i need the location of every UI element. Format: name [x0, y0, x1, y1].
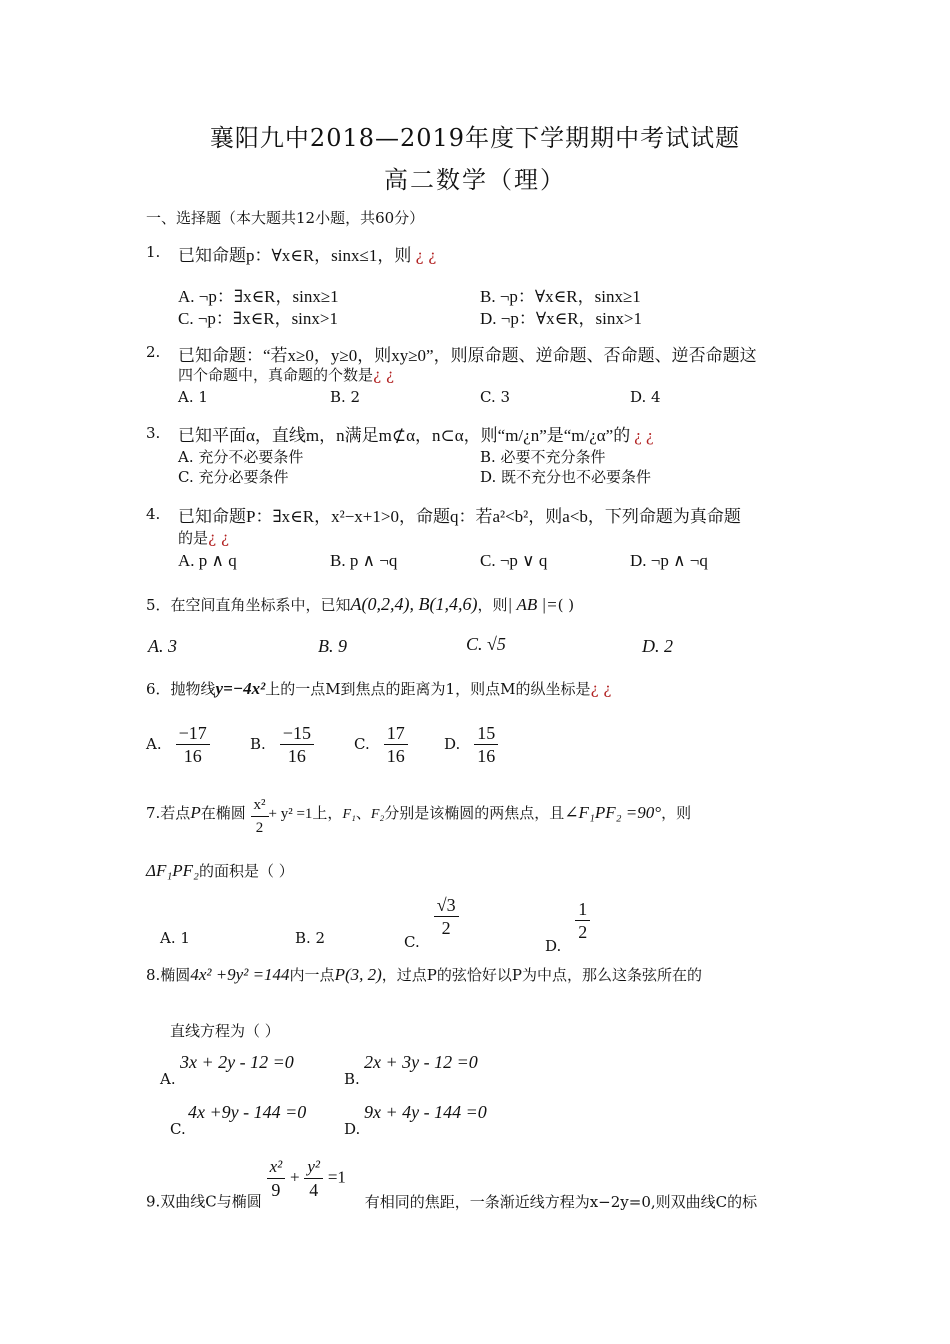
q3-number: 3.	[146, 424, 161, 442]
q8-option-d: 9x + 4y - 144 =0	[364, 1102, 487, 1122]
q8-option-a-label: A.	[160, 1070, 176, 1088]
q7-stem-line2: ΔF₁PF₂的面积是（ ）	[146, 861, 294, 880]
q8-stem: 8.椭圆4x² +9y² =144内一点P(3, 2)，过点P的弦恰好以P为中点，那么这条弦所在的	[146, 965, 702, 984]
q5-option-d: D. 2	[642, 636, 673, 656]
q1-option-b: B. ¬p：∀x∈R，sinx≥1	[480, 287, 641, 306]
q8-option-a: 3x + 2y - 12 =0	[180, 1052, 294, 1072]
q3-option-d: D. 既不充分也不必要条件	[480, 468, 652, 486]
q2-option-d: D. 4	[630, 388, 661, 406]
q4-option-a: A. p ∧ q	[178, 551, 237, 570]
page-title: 襄阳九中2018—2019年度下学期期中考试试题	[209, 124, 741, 152]
q3-option-b: B. 必要不充分条件	[480, 448, 606, 466]
q8-option-c-label: C.	[170, 1120, 186, 1138]
q6-stem: 6．抛物线y=−4x²上的一点M到焦点的距离为1，则点M的纵坐标是¿ ¿	[146, 679, 612, 698]
q3-option-c: C. 充分必要条件	[178, 468, 289, 486]
q3-option-a: A. 充分不必要条件	[178, 448, 304, 466]
q4-line2: 的是¿ ¿	[178, 529, 229, 547]
q1-stem: 已知命题p：∀x∈R，sinx≤1，则 ¿ ¿	[178, 246, 437, 265]
q8-option-b: 2x + 3y - 12 =0	[364, 1052, 478, 1072]
q6-option-c: C. $\frac{17}{16}$	[354, 722, 408, 767]
section-heading: 一、选择题（本大题共12小题，共60分）	[146, 209, 425, 227]
q2-line1: 已知命题：“若x≥0，y≥0，则xy≥0”，则原命题、逆命题、否命题、逆否命题这	[178, 346, 757, 365]
page-subtitle: 高二数学（理）	[384, 166, 566, 194]
q1-option-d: D. ¬p：∀x∈R，sinx>1	[480, 309, 642, 328]
q8-option-d-label: D.	[344, 1120, 361, 1138]
q7-option-c: C. $\frac{√3}{2}$	[404, 894, 459, 951]
q1-number: 1.	[146, 243, 161, 261]
q1-option-c: C. ¬p：∃x∈R，sinx>1	[178, 309, 338, 328]
q4-number: 4.	[146, 505, 161, 523]
q7-option-a: A. 1	[160, 929, 190, 947]
q3-stem: 已知平面α，直线m，n满足m⊄α，n⊂α，则“m/¿n”是“m/¿α”的 ¿ ¿	[178, 426, 654, 445]
q5-option-b: B. 9	[318, 636, 347, 656]
q2-line2: 四个命题中，真命题的个数是¿ ¿	[178, 366, 394, 384]
q1-option-a: A. ¬p：∃x∈R，sinx≥1	[178, 287, 339, 306]
q8-line2: 直线方程为（ ）	[170, 1022, 280, 1040]
q5-stem: 5．在空间直角坐标系中，已知A(0,2,4), B(1,4,6)，则| AB |=( )	[146, 594, 575, 614]
q7-option-b: B. 2	[295, 929, 326, 947]
q4-option-d: D. ¬p ∧ ¬q	[630, 551, 708, 570]
q2-number: 2.	[146, 343, 161, 361]
q5-option-c: C. √5	[466, 634, 506, 654]
q5-option-a: A. 3	[148, 636, 177, 656]
q2-option-b: B. 2	[330, 388, 361, 406]
q4-option-c: C. ¬p ∨ q	[480, 551, 548, 570]
q7-stem: 7.若点P在椭圆 $\frac{\text{x²}}{2}$ + y² =1上，F₁、F₂分别是该椭圆的两焦点，且∠F₁PF₂ =90°，则	[146, 794, 691, 839]
q4-option-b: B. p ∧ ¬q	[330, 551, 398, 570]
q6-option-b: B. $\frac{-15}{16}$	[250, 722, 314, 767]
q9-stem: 9.双曲线C与椭圆 $\frac{\text{x²}}{9}$ + $\frac{\text{y²}}{4}$ =1 有相同的焦距，一条渐近线方程为x−2y=0,则双曲线C的标	[146, 1157, 758, 1211]
q2-option-c: C. 3	[480, 388, 511, 406]
q6-option-a: A. $\frac{-17}{16}$	[146, 722, 210, 767]
q8-option-b-label: B.	[344, 1070, 360, 1088]
q4-line1: 已知命题P：∃x∈R，x²−x+1>0，命题q：若a²<b²，则a<b，下列命题为真命题	[178, 507, 741, 526]
q2-option-a: A. 1	[178, 388, 208, 406]
q7-option-d: D. $\frac{1}{2}$	[545, 898, 590, 955]
q8-option-c: 4x +9y - 144 =0	[188, 1102, 307, 1122]
q6-option-d: D. $\frac{15}{16}$	[444, 722, 498, 767]
